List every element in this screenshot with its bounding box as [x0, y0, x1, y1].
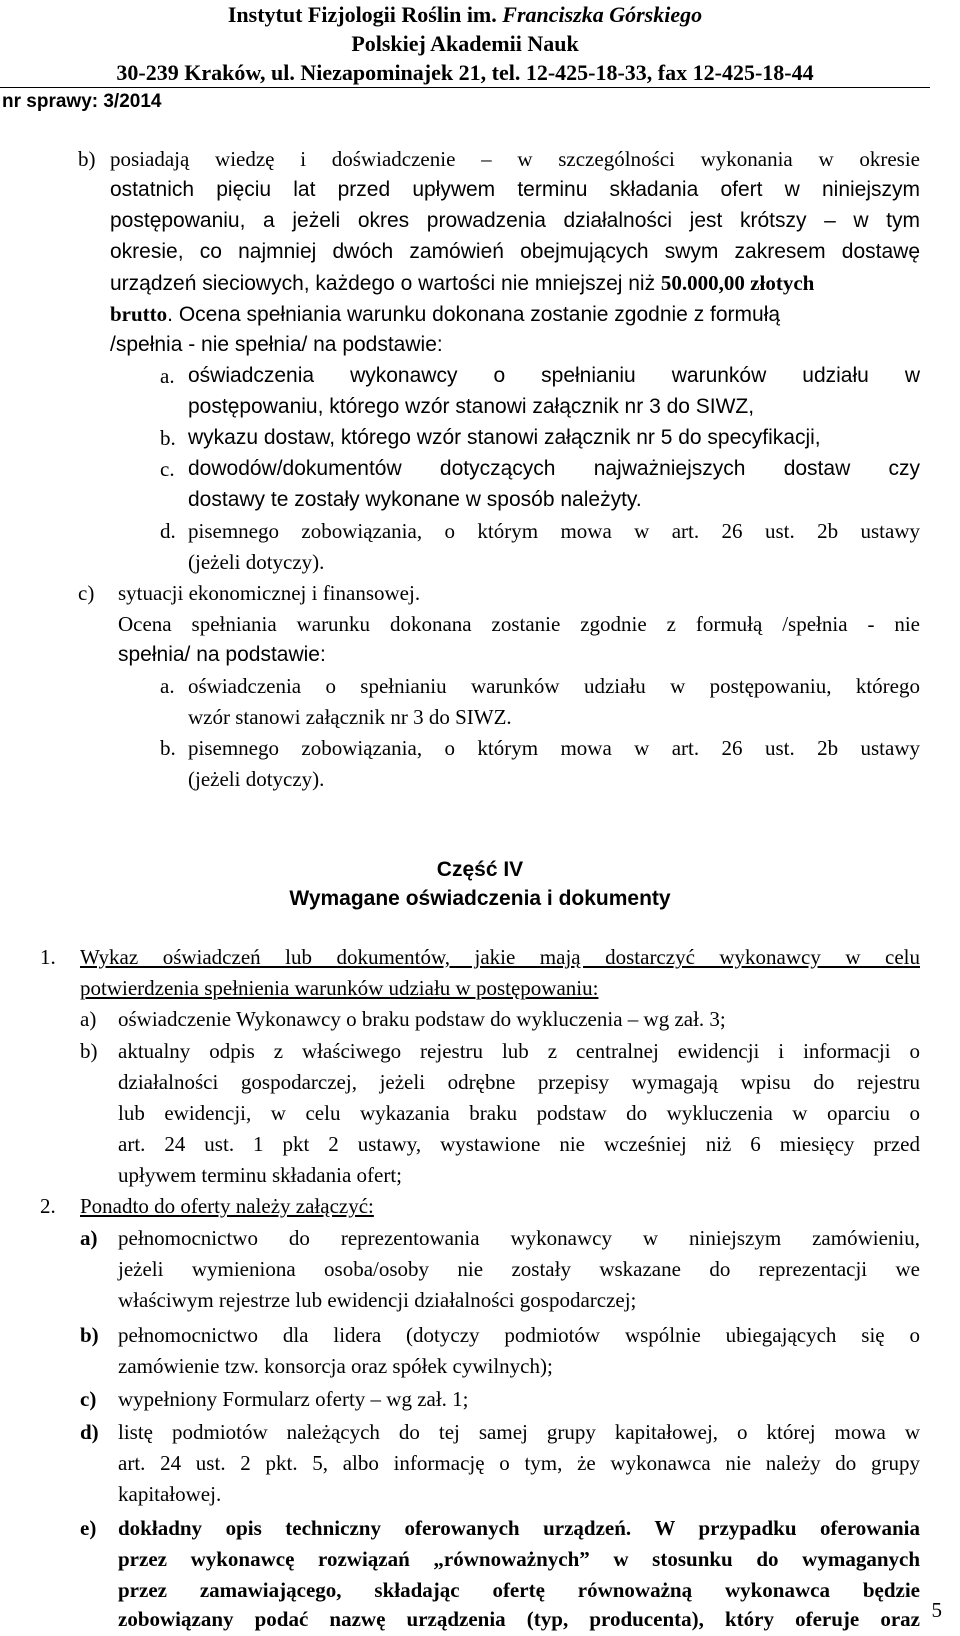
list-item: wypełniony Formularz oferty – wg zał. 1;	[118, 1387, 469, 1411]
section-b-label: b)	[78, 147, 96, 171]
list-item: jeżeli wymieniona osoba/osoby nie zostały wskazane do reprezentacji we	[118, 1257, 920, 1281]
list-item: aktualny odpis z właściwego rejestru lub z centralnej ewidencji i informacji o	[118, 1039, 920, 1063]
section-c-line: spełnia/ na podstawie:	[118, 643, 326, 666]
list-item: wzór stanowi załącznik nr 3 do SIWZ.	[188, 705, 512, 729]
section-b-line: brutto. Ocena spełniania warunku dokonana zostanie zgodnie z formułą	[110, 302, 781, 326]
list-item: dowodów/dokumentów dotyczących najważniejszych dostaw czy	[188, 457, 920, 480]
list-item-label: a.	[160, 364, 175, 388]
list-item: właściwym rejestrze lub ewidencji działalności gospodarczej;	[118, 1288, 637, 1312]
list-item: dokładny opis techniczny oferowanych urządzeń. W przypadku oferowania	[118, 1516, 920, 1540]
list-item: przez zamawiającego, składając ofertę równoważną wykonawca będzie	[118, 1578, 920, 1602]
list-item: pełnomocnictwo do reprezentowania wykonawcy w niniejszym zamówieniu,	[118, 1226, 920, 1250]
point-1-heading: potwierdzenia spełnienia warunków udziału w postępowaniu:	[80, 976, 599, 1000]
list-item-label: d)	[80, 1420, 99, 1444]
list-item: dostawy te zostały wykonane w sposób należyty.	[188, 488, 642, 511]
page-number: 5	[931, 1598, 942, 1622]
list-item: zamówienie tzw. konsorcja oraz spółek cywilnych);	[118, 1354, 553, 1378]
list-item: art. 24 ust. 1 pkt 2 ustawy, wystawione nie wcześniej niż 6 miesięcy przed	[118, 1132, 920, 1156]
list-item-label: c.	[160, 457, 175, 481]
list-item-label: b.	[160, 426, 176, 450]
list-item: oświadczenie Wykonawcy o braku podstaw do wykluczenia – wg zał. 3;	[118, 1007, 726, 1031]
point-1-heading: Wykaz oświadczeń lub dokumentów, jakie mają dostarczyć wykonawcy w celu	[80, 945, 920, 969]
list-item-label: b)	[80, 1323, 99, 1347]
list-item: pisemnego zobowiązania, o którym mowa w art. 26 ust. 2b ustawy	[188, 736, 920, 760]
list-item-label: c)	[80, 1387, 97, 1411]
section-c-label: c)	[78, 581, 95, 605]
list-item: listę podmiotów należących do tej samej grupy kapitałowej, o której mowa w	[118, 1420, 920, 1444]
list-item: pełnomocnictwo dla lidera (dotyczy podmiotów wspólnie ubiegających się o	[118, 1323, 920, 1347]
academy-name: Polskiej Akademii Nauk	[351, 31, 579, 56]
part-subtitle: Wymagane oświadczenia i dokumenty	[289, 887, 671, 910]
list-item: działalności gospodarczej, jeżeli odrębne przepisy wymagają wpisu do rejestru	[118, 1070, 920, 1094]
section-b-line: urządzeń sieciowych, każdego o wartości nie mniejszej niż 50.000,00 złotych	[110, 271, 815, 295]
point-2-heading: Ponadto do oferty należy załączyć:	[80, 1194, 374, 1218]
institute-address: 30-239 Kraków, ul. Niezapominajek 21, tel. 12-425-18-33, fax 12-425-18-44	[0, 58, 930, 88]
list-item: (jeżeli dotyczy).	[188, 767, 325, 791]
list-item-label: a)	[80, 1226, 98, 1250]
list-item: lub ewidencji, w celu wykazania braku podstaw do wykluczenia w oparciu o	[118, 1101, 920, 1125]
list-item: (jeżeli dotyczy).	[188, 550, 325, 574]
list-item-label: e)	[80, 1516, 97, 1540]
list-item: przez wykonawcę rozwiązań „równoważnych” w stosunku do wymaganych	[118, 1547, 920, 1571]
list-item: oświadczenia o spełnianiu warunków udziału w postępowaniu, którego	[188, 674, 920, 698]
list-item: pisemnego zobowiązania, o którym mowa w art. 26 ust. 2b ustawy	[188, 519, 920, 543]
list-item: upływem terminu składania ofert;	[118, 1163, 403, 1187]
list-item-label: a.	[160, 674, 175, 698]
part-title: Część IV	[436, 858, 524, 881]
list-item-label: b.	[160, 736, 176, 760]
list-item-label: a)	[80, 1007, 97, 1031]
point-number: 1.	[40, 945, 56, 969]
list-item: oświadczenia wykonawcy o spełnianiu warunków udziału w	[188, 364, 920, 387]
section-c-line: sytuacji ekonomicznej i finansowej.	[118, 581, 421, 605]
institute-name: Instytut Fizjologii Roślin im. Franciszka Górskiego	[227, 2, 703, 27]
list-item-label: d.	[160, 519, 176, 543]
list-item: zobowiązany podać nazwę urządzenia (typ, producenta), który oferuje oraz	[118, 1607, 920, 1631]
document-header	[0, 0, 930, 116]
section-b-line: okresie, co najmniej dwóch zamówień obejmujących swym zakresem dostawę	[110, 240, 920, 263]
list-item: postępowaniu, którego wzór stanowi załącznik nr 3 do SIWZ,	[188, 395, 755, 418]
section-b-line: posiadają wiedzę i doświadczenie – w szczególności wykonania w okresie	[110, 147, 920, 171]
list-item: wykazu dostaw, którego wzór stanowi załącznik nr 5 do specyfikacji,	[188, 426, 821, 449]
list-item: art. 24 ust. 2 pkt. 5, albo informację o tym, że wykonawca nie należy do grupy	[118, 1451, 920, 1475]
section-b-line: ostatnich pięciu lat przed upływem terminu składania ofert w niniejszym	[110, 178, 920, 201]
list-item: kapitałowej.	[118, 1482, 222, 1506]
point-number: 2.	[40, 1194, 56, 1218]
list-item-label: b)	[80, 1039, 98, 1063]
section-b-line: /spełnia - nie spełnia/ na podstawie:	[110, 333, 443, 356]
case-number: nr sprawy: 3/2014	[2, 91, 162, 112]
section-c-line: Ocena spełniania warunku dokonana zostanie zgodnie z formułą /spełnia - nie	[118, 612, 920, 636]
section-b-line: postępowaniu, a jeżeli okres prowadzenia działalności jest krótszy – w tym	[110, 209, 920, 232]
